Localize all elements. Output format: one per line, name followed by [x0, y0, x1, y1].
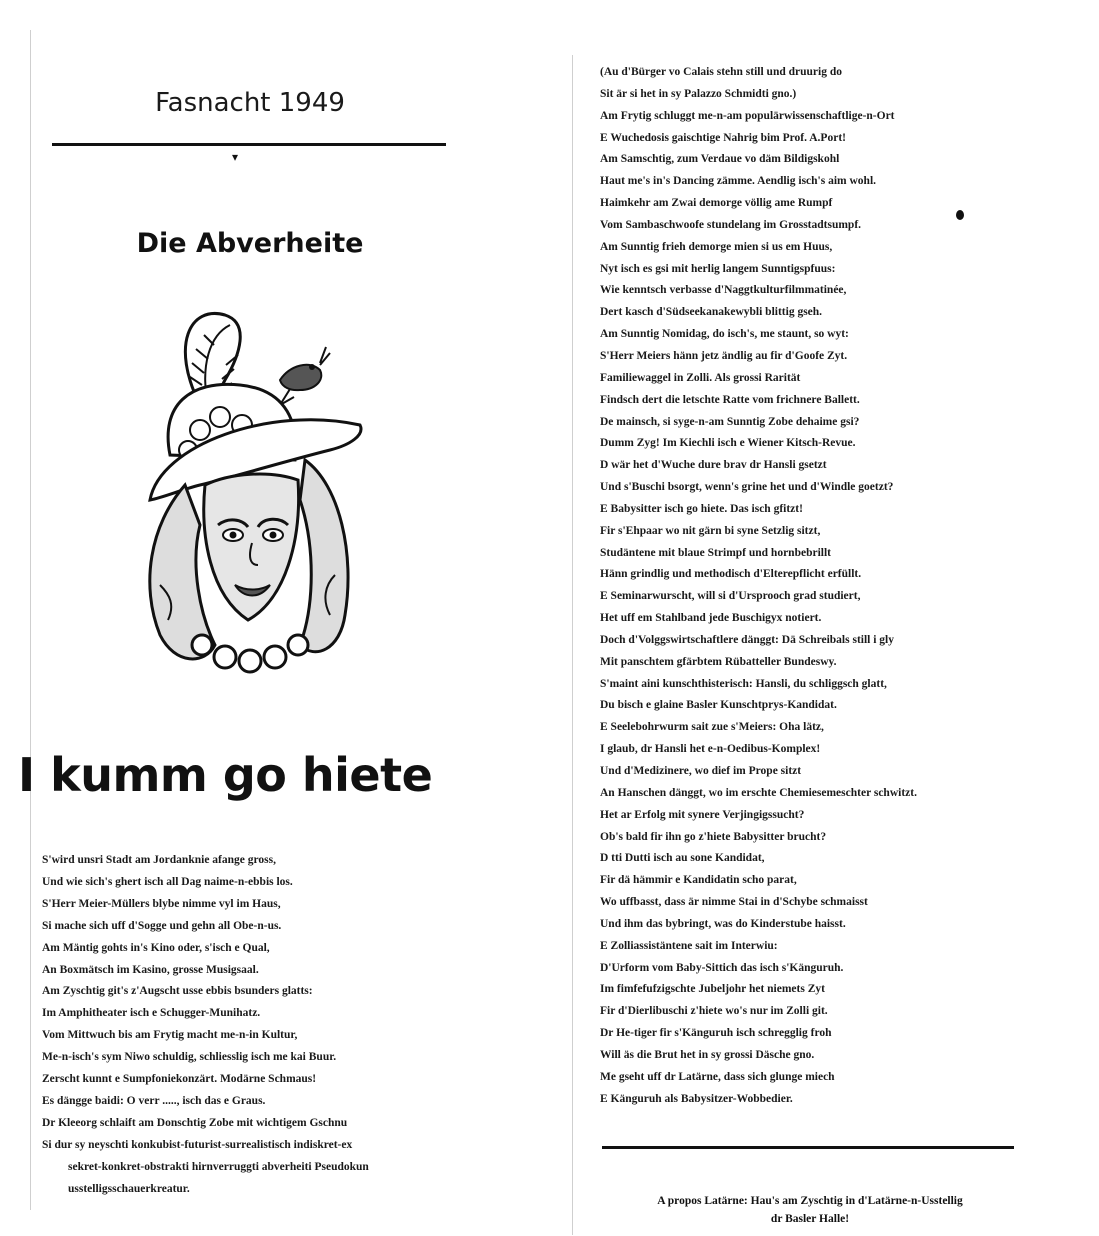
poem-line: usstelligsschauerkreatur. — [68, 1182, 190, 1195]
poem-line: E Zolliassistäntene sait im Interwiu: — [600, 939, 778, 952]
poem-line: D tti Dutti isch au sone Kandidat, — [600, 852, 765, 865]
right-page — [560, 0, 1099, 1236]
header-title: Fasnacht 1949 — [155, 88, 345, 118]
poem-line: D wär het d'Wuche dure brav dr Hansli gsetzt — [600, 459, 827, 472]
poem-line: S'wird unsri Stadt am Jordanknie afange gross, — [42, 854, 276, 866]
ink-speck — [956, 210, 964, 220]
poem-line: S'Herr Meier-Müllers blybe nimme vyl im Haus, — [42, 897, 281, 910]
footer-rule — [602, 1146, 1014, 1149]
poem-line: Fir d'Dierlibuschi z'hiete wo's nur im Zolli git. — [600, 1005, 828, 1018]
poem-line: Fir s'Ehpaar wo nit gärn bi syne Setzlig sitzt, — [600, 524, 821, 537]
poem-line: Mit panschtem gfärbtem Rübatteller Bundeswy. — [600, 655, 837, 668]
poem-line: Hänn grindlig und methodisch d'Elterepflicht erfüllt. — [600, 568, 862, 581]
poem-line: E Känguruh als Babysitzer-Wobbedier. — [600, 1092, 793, 1105]
footnote-line: dr Basler Halle! — [770, 1213, 850, 1225]
poem-left-column — [42, 850, 462, 1201]
subtitle: Die Abverheite — [136, 228, 364, 259]
poem-line: I glaub, dr Hansli het e-n-Oedibus-Komplex! — [600, 743, 821, 756]
poem-line: Und ihm das bybringt, was do Kinderstube haisst. — [600, 917, 846, 930]
poem-line: Am Zyschtig git's z'Augscht usse ebbis bsunders glatts: — [42, 985, 313, 998]
ornament-mark: ▾ — [232, 150, 239, 164]
poem-line: Wie kenntsch verbasse d'Naggtkulturfilmmatinée, — [600, 284, 847, 297]
poem-line: Und wie sich's ghert isch all Dag naime-n-ebbis los. — [42, 875, 293, 888]
poem-line: Am Sunntig Nomidag, do isch's, me staunt, so wyt: — [600, 328, 849, 341]
poem-line: Studäntene mit blaue Strimpf und hornbebrillt — [600, 546, 831, 559]
poem-line: Zerscht kunnt e Sumpfoniekonzärt. Modärne Schmaus! — [42, 1073, 317, 1086]
poem-line: Und d'Medizinere, wo dief im Prope sitzt — [600, 765, 802, 777]
poem-line: Im Amphitheater isch e Schugger-Munihatz. — [42, 1007, 261, 1020]
poem-line: Familiewaggel in Zolli. Als grossi Rarität — [600, 371, 801, 384]
poem-line: Am Mäntig gohts in's Kino oder, s'isch e Qual, — [42, 941, 270, 954]
poem-line: Am Frytig schluggt me-n-am populärwissenschaftlige-n-Ort — [600, 109, 895, 122]
poem-line: (Au d'Bürger vo Calais stehn still und druurig do — [600, 66, 842, 78]
poem-line: E Seelebohrwurm sait zue s'Meiers: Oha lätz, — [600, 721, 824, 734]
poem-line: Dr Kleeorg schlaift am Donschtig Zobe mit wichtigem Gschnu — [42, 1116, 348, 1129]
woman-with-hat-illustration-icon — [130, 285, 370, 690]
poem-line: Will äs die Brut het in sy grossi Däsche gno. — [600, 1048, 815, 1061]
poem-line: De mainsch, si syge-n-am Sunntig Zobe dehaime gsi? — [600, 415, 860, 428]
poem-line: Vom Mittwuch bis am Frytig macht me-n-in Kultur, — [42, 1029, 298, 1042]
poem-line: An Hanschen dänggt, wo im erschte Chemiesemeschter schwitzt. — [600, 786, 917, 799]
poem-line: Fir dä hämmir e Kandidatin scho parat, — [600, 874, 797, 887]
poem-line: Me-n-isch's sym Niwo schuldig, schliesslig isch me kai Buur. — [42, 1051, 337, 1064]
header-rule — [52, 143, 446, 146]
footnote-line: A propos Latärne: Hau's am Zyschtig in d'Latärne-n-Usstellig — [657, 1195, 963, 1207]
poem-line: An Boxmätsch im Kasino, grosse Musigsaal. — [42, 963, 259, 976]
poem-line: Het uff em Stahlband jede Buschigyx notiert. — [600, 612, 822, 625]
poem-line: E Wuchedosis gaischtige Nahrig bim Prof. A.Port! — [600, 131, 846, 144]
poem-line: S'Herr Meiers hänn jetz ändlig au fir d'Goofe Zyt. — [600, 349, 848, 362]
poem-line: Am Sunntig frieh demorge mien si us em Huus, — [600, 240, 833, 253]
poem-line: Si mache sich uff d'Sogge und gehn all Obe-n-us. — [42, 919, 282, 932]
poem-line: E Babysitter isch go hiete. Das isch gfitzt! — [600, 502, 803, 515]
poem-line: Me gseht uff dr Latärne, dass sich glunge miech — [600, 1070, 835, 1083]
poem-line: Und s'Buschi bsorgt, wenn's grine het und d'Windle goetzt? — [600, 481, 894, 494]
poem-line: Haimkehr am Zwai demorge völlig ame Rumpf — [600, 197, 833, 210]
footnote — [580, 1192, 1040, 1228]
poem-line: Vom Sambaschwoofe stundelang im Grosstadtsumpf. — [600, 218, 862, 231]
poem-line: Si dur sy neyschti konkubist-futurist-surrealistisch indiskret-ex — [42, 1138, 353, 1151]
poem-line: Ob's bald fir ihn go z'hiete Babysitter brucht? — [600, 830, 827, 843]
poem-line: Doch d'Volggswirtschaftlere dänggt: Dä Schreibals still i gly — [600, 633, 895, 646]
poem-line: Sit är si het in sy Palazzo Schmidti gno.) — [600, 87, 797, 100]
poem-line: Dert kasch d'Südseekanakewybli blittig gseh. — [600, 306, 823, 319]
poem-line: Het ar Erfolg mit synere Verjingigssucht? — [600, 808, 805, 821]
poem-line: Nyt isch es gsi mit herlig langem Sunntigspfuus: — [600, 262, 836, 275]
poem-line: Dumm Zyg! Im Kiechli isch e Wiener Kitsch-Revue. — [600, 437, 856, 450]
headline: I kumm go hiete — [18, 748, 433, 802]
poem-line: Wo uffbasst, dass är nimme Stai in d'Schybe schmaisst — [600, 896, 868, 909]
poem-line: Haut me's in's Dancing zämme. Aendlig isch's aim wohl. — [600, 175, 877, 188]
poem-line: Findsch dert die letschte Ratte vom frichnere Ballett. — [600, 393, 860, 406]
poem-line: D'Urform vom Baby-Sittich das isch s'Känguruh. — [600, 961, 844, 974]
poem-line: sekret-konkret-obstrakti hirnverruggti abverheiti Pseudokun — [68, 1160, 369, 1173]
poem-right-column — [600, 62, 1080, 1111]
poem-line: Es dängge baidi: O verr ....., isch das e Graus. — [42, 1094, 266, 1107]
poem-line: Dr He-tiger fir s'Känguruh isch schregglig froh — [600, 1027, 832, 1040]
poem-line: Am Samschtig, zum Verdaue vo däm Bildigskohl — [600, 153, 840, 166]
poem-line: S'maint aini kunschthisterisch: Hansli, du schliggsch glatt, — [600, 677, 887, 690]
poem-line: E Seminarwurscht, will si d'Ursprooch grad studiert, — [600, 590, 861, 603]
poem-line: Du bisch e glaine Basler Kunschtprys-Kandidat. — [600, 699, 837, 712]
poem-line: Im fimfefufzigschte Jubeljohr het niemets Zyt — [600, 983, 825, 996]
